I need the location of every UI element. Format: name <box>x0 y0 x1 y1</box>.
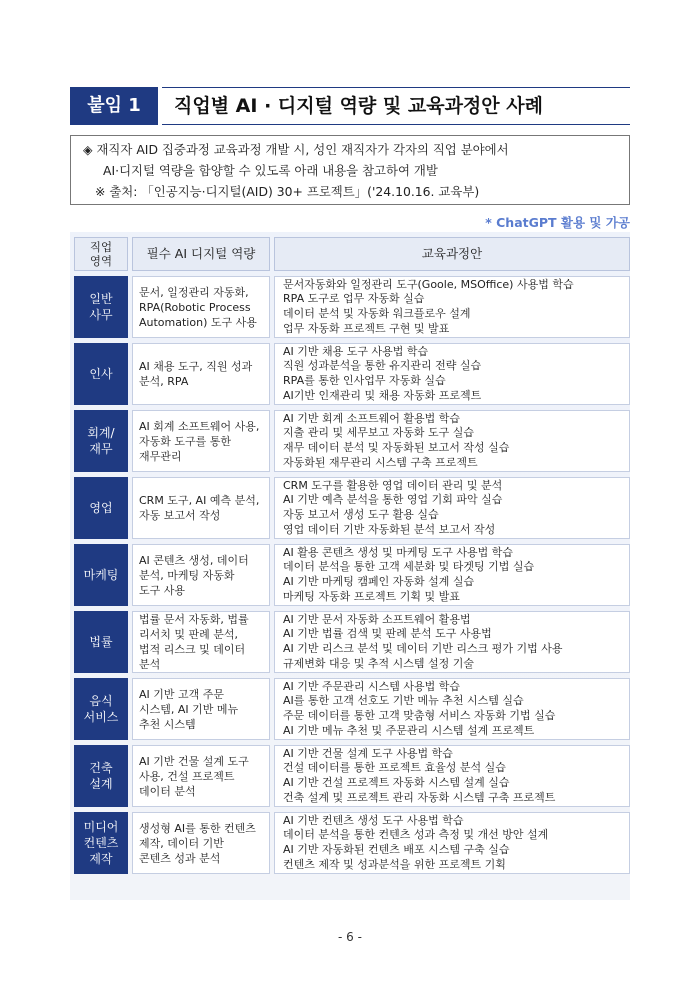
curriculum-item: AI 기반 건설 프로젝트 자동화 시스템 설계 실습 <box>283 776 510 789</box>
area-cell: 건축 설계 <box>74 745 128 807</box>
curriculum-item: AI 기반 문서 자동화 소프트웨어 활용법 <box>283 612 471 626</box>
curriculum-item: 데이터 분석을 통한 고객 세분화 및 타겟팅 기법 실습 <box>283 560 535 574</box>
table-row <box>74 276 630 338</box>
curriculum-item: 직원 성과분석을 통한 유지관리 전략 실습 <box>283 359 482 373</box>
table-row <box>74 410 630 472</box>
table-row <box>74 544 630 606</box>
attachment-badge: 붙임 1 <box>70 87 158 125</box>
curriculum-cell <box>274 678 630 740</box>
page-title: 직업별 AI · 디지털 역량 및 교육과정안 사례 <box>174 95 543 117</box>
curriculum-item: 건설 데이터를 통한 프로젝트 효율성 분석 실습 <box>283 761 506 775</box>
curriculum-item: 자동화된 재무관리 시스템 구축 프로젝트 <box>283 455 478 469</box>
curriculum-item: 규제변화 대응 및 추적 시스템 설정 기술 <box>283 656 474 670</box>
header-competency: 필수 AI 디지털 역량 <box>132 237 270 271</box>
note-source-line: ※ 출처: 「인공지능·디지털(AID) 30+ 프로젝트」('24.10.16. 교육부) <box>95 184 480 199</box>
curriculum-item: RPA 도구로 업무 자동화 실습 <box>283 292 425 306</box>
intro-note-box <box>70 135 630 205</box>
header-curriculum: 교육과정안 <box>274 237 630 271</box>
curriculum-cell <box>274 410 630 472</box>
area-cell: 일반 사무 <box>74 276 128 338</box>
curriculum-item: AI기반 인재관리 및 채용 자동화 프로젝트 <box>283 388 482 402</box>
curriculum-item: 자동 보고서 생성 도구 활용 실습 <box>283 508 439 521</box>
curriculum-cell <box>274 611 630 673</box>
curriculum-item: CRM 도구를 활용한 영업 데이터 관리 및 분석 <box>283 478 503 492</box>
curriculum-item: AI 기반 리스크 분석 및 데이터 기반 리스크 평가 기법 사용 <box>283 642 563 655</box>
curriculum-cell <box>274 812 630 874</box>
curriculum-item: 지출 관리 및 세무보고 자동화 도구 실습 <box>283 426 474 440</box>
curriculum-item: AI 기반 법률 검색 및 판례 분석 도구 사용법 <box>283 627 492 641</box>
competency-cell: AI 콘텐츠 생성, 데이터 분석, 마케팅 자동화 도구 사용 <box>132 544 270 606</box>
curriculum-cell <box>274 745 630 807</box>
competency-cell: CRM 도구, AI 예측 분석, 자동 보고서 작성 <box>132 477 270 539</box>
area-cell: 법률 <box>74 611 128 673</box>
curriculum-item: AI 기반 자동화된 컨텐츠 배포 시스템 구축 실습 <box>283 843 510 856</box>
curriculum-item: 영업 데이터 기반 자동화된 분석 보고서 작성 <box>283 522 496 536</box>
table-row <box>74 611 630 673</box>
curriculum-item: AI 기반 채용 도구 사용법 학습 <box>283 344 429 358</box>
competency-cell: AI 채용 도구, 직원 성과 분석, RPA <box>132 343 270 405</box>
area-cell: 인사 <box>74 343 128 405</box>
curriculum-item: AI 기반 마케팅 캠페인 자동화 설계 실습 <box>283 575 475 588</box>
area-cell: 영업 <box>74 477 128 539</box>
page-number: - 6 - <box>338 930 362 944</box>
table-row <box>74 678 630 740</box>
note-line-1: ◈ 재직자 AID 집중과정 교육과정 개발 시, 성인 재직자가 각자의 직업 분야에서 <box>83 142 509 157</box>
curriculum-cell <box>274 544 630 606</box>
curriculum-item: RPA를 통한 인사업무 자동화 실습 <box>283 374 446 387</box>
area-cell: 미디어 컨텐츠 제작 <box>74 812 128 874</box>
table-row <box>74 745 630 807</box>
curriculum-table <box>70 232 634 879</box>
area-cell: 음식 서비스 <box>74 678 128 740</box>
curriculum-item: AI 기반 주문관리 시스템 사용법 학습 <box>283 679 461 693</box>
curriculum-item: 문서자동화와 일정관리 도구(Goole, MSOffice) 사용법 학습 <box>283 277 574 291</box>
table-row <box>74 812 630 874</box>
curriculum-table-wrapper <box>70 232 630 900</box>
curriculum-item: AI 기반 컨텐츠 생성 도구 사용법 학습 <box>283 813 464 827</box>
title-bar <box>70 87 630 125</box>
competency-cell: 생성형 AI를 통한 컨텐츠 제작, 데이터 기반 콘텐츠 성과 분석 <box>132 812 270 874</box>
competency-cell: AI 회계 소프트웨어 사용, 자동화 도구를 통한 재무관리 <box>132 410 270 472</box>
curriculum-item: 데이터 분석 및 자동화 워크플로우 설계 <box>283 307 471 320</box>
curriculum-item: AI 기반 메뉴 추천 및 주문관리 시스템 설계 프로젝트 <box>283 723 535 737</box>
table-row <box>74 343 630 405</box>
curriculum-item: AI 기반 회계 소프트웨어 활용법 학습 <box>283 411 461 425</box>
curriculum-item: 재무 데이터 분석 및 자동화된 보고서 작성 실습 <box>283 441 510 454</box>
curriculum-item: 건축 설계 및 프로젝트 관리 자동화 시스템 구축 프로젝트 <box>283 790 556 804</box>
area-cell: 회계/ 재무 <box>74 410 128 472</box>
curriculum-item: 데이터 분석을 통한 컨텐츠 성과 측정 및 개선 방안 설계 <box>283 828 549 842</box>
curriculum-item: 컨텐츠 제작 및 성과분석을 위한 프로젝트 기획 <box>283 857 506 871</box>
note-line-2: AI·디지털 역량을 함양할 수 있도록 아래 내용을 참고하여 개발 <box>103 163 438 178</box>
competency-cell: AI 기반 건물 설계 도구 사용, 건설 프로젝트 데이터 분석 <box>132 745 270 807</box>
area-cell: 마케팅 <box>74 544 128 606</box>
curriculum-item: AI를 통한 고객 선호도 기반 메뉴 추천 시스템 실습 <box>283 694 524 708</box>
title-rule-bottom <box>162 124 630 125</box>
curriculum-item: 주문 데이터를 통한 고객 맞춤형 서비스 자동화 기법 실습 <box>283 709 556 722</box>
curriculum-cell <box>274 477 630 539</box>
competency-cell: 문서, 일정관리 자동화, RPA(Robotic Process Automation) 도구 사용 <box>132 276 270 338</box>
curriculum-item: 업무 자동화 프로젝트 구현 및 발표 <box>283 321 450 335</box>
table-row <box>74 477 630 539</box>
curriculum-cell <box>274 276 630 338</box>
curriculum-cell <box>274 343 630 405</box>
competency-cell: 법률 문서 자동화, 법률 리서치 및 판례 분석, 법적 리스크 및 데이터 분석 <box>132 611 270 673</box>
curriculum-item: AI 활용 콘텐츠 생성 및 마케팅 도구 사용법 학습 <box>283 545 514 559</box>
competency-cell: AI 기반 고객 주문 시스템, AI 기반 메뉴 추천 시스템 <box>132 678 270 740</box>
table-header-row <box>74 237 630 271</box>
curriculum-item: AI 기반 예측 분석을 통한 영업 기회 파악 실습 <box>283 493 503 507</box>
header-area: 직업 영역 <box>74 237 128 271</box>
source-annotation: * ChatGPT 활용 및 가공 <box>485 215 630 230</box>
curriculum-item: 마케팅 자동화 프로젝트 기획 및 발표 <box>283 589 460 603</box>
curriculum-item: AI 기반 건물 설계 도구 사용법 학습 <box>283 746 453 760</box>
